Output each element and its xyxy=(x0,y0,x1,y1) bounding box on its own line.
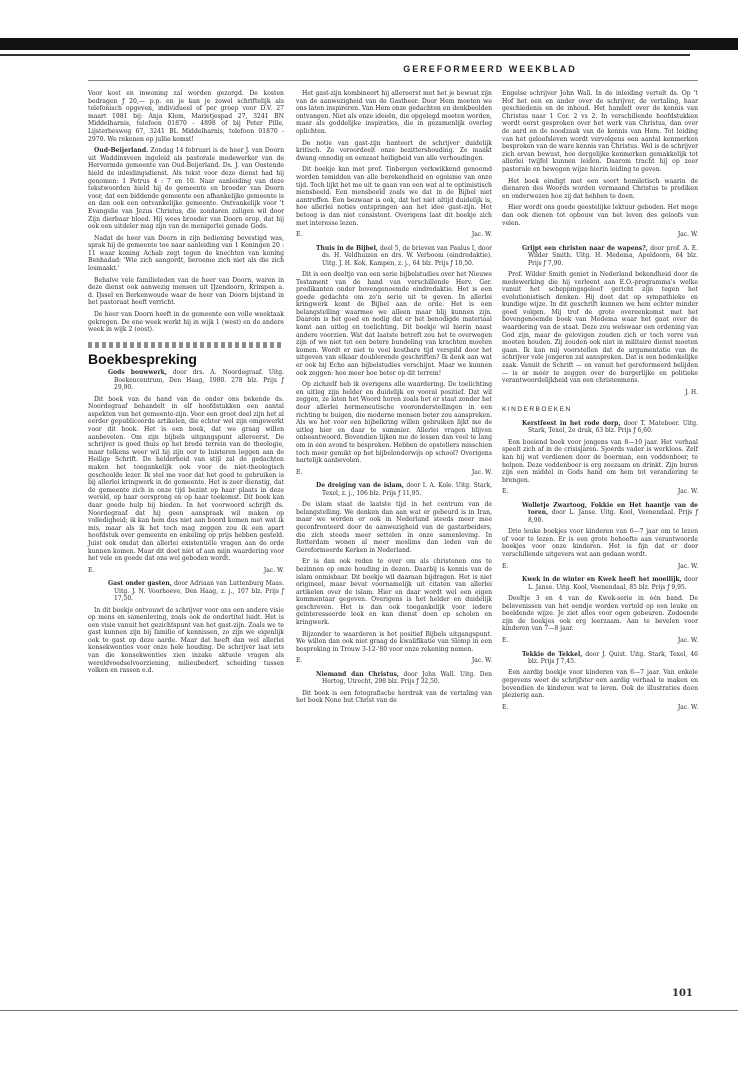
book-meta: door J. Quist. Uitg. Stark, Texel, 46 blz. Prijs ƒ 7,45. xyxy=(528,650,698,665)
column-2 xyxy=(296,90,492,709)
book-title: Gods bouwwerk, xyxy=(108,369,167,377)
author: Jac. W. xyxy=(677,703,698,711)
initial: E. xyxy=(296,468,303,476)
book-meta: door I. A. Kole. Uitg. Stark, Texel, z. j., 106 blz. Prijs ƒ 11,95. xyxy=(322,482,492,497)
signature xyxy=(502,704,698,712)
book-meta: door John Wall. Uitg. Den Hertog, Utrecht, 298 blz. Prijs ƒ 32,50. xyxy=(322,671,492,686)
book-title: Niemand dan Christus, xyxy=(316,671,399,679)
initial: E. xyxy=(296,657,303,665)
review-text: In dit boekje ontvouwt de schrijver voor ons een andere visie op mens en samenleving, zoals ook de ondertitel luidt. Het is een visie vanuit het gezichtspunt van het gast-zijn. Zoals we te gast kunnen zijn bij familie of kennissen, zo zijn we eigenlijk ook te gast op deze aarde. Maar dat heeft dan wel allerlei konsekwenties voor onze hele houding. De schrijver laat iets van die konsekwenties zien inzake aktuele vragen als wereldvoedselvoorziening, milieubederf, scheiding tussen volken en rassen e.d. xyxy=(88,606,284,675)
book-meta: door prof. A. E. Wilder Smith. Uitg. H. Medema, Apeldoorn, 64 blz. Prijs ƒ 7,90. xyxy=(528,244,699,267)
signature xyxy=(88,567,284,575)
review-text: Een aardig boekje voor kinderen van 6—7 jaar. Van enkele gegevens weet de schrijfster een aardig verhaal te maken en bovendien de kinderen wat te leren. Ook de illustraties doen plezierig aan. xyxy=(502,669,698,700)
paragraph: Bijzonder te waarderen is het positief Bijbels uitgangspunt. We willen dan ook niet graag de kwalifikatie van Slomp in een bespreking in Trouw 3-12-'80 voor onze rekening nemen. xyxy=(296,630,492,653)
initial: E. xyxy=(502,562,509,570)
initial: E. xyxy=(502,488,509,496)
section-title-kinderboeken: KINDERBOEKEN xyxy=(502,406,572,414)
initial: E. xyxy=(502,703,509,711)
review-text: Een boeiend boek voor jongens van 8—10 jaar. Het verhaal speelt zich af in de crisisjaren. Sjoerds vader is werkloos. Zelf kan hij wat verdienen door de boerman, een voddenboer, te helpen. Deze voddenboer is erg zeezaam en drinkt. Zijn buren zijn een middel in Gods hand om hem tot verandering te brengen. xyxy=(502,438,698,484)
book-title: Kwek in de winter en Kwek heeft het moeilijk, xyxy=(522,576,682,584)
review-text: Drie leuke boekjes voor kinderen van 6—7 jaar om te lezen of voor te lezen. Er is een grote behoefte aan verantwoorde boekjes voor onze kinderen. Het is fijn dat er door verschillende uitgevers wat aan gedaan wordt. xyxy=(502,528,698,558)
book-meta: door drs. A. Noordegraaf. Uitg. Boekencentrum, Den Haag, 1980. 278 blz. Prijs ƒ 29,90. xyxy=(114,369,284,392)
paragraph-text: Zondag 14 februari is de heer J. van Doorn uit Waddinxveen ingeleid als pastorale medewerker van de Hervormde gemeente van Oud-Beijerland. Ds. J. van Oostende hield de inleidingsdienst. Als tekst voor deze dienst had hij genomen: 1 Petrus 4 : 7 en 10. Naar aanleiding van deze tekstwoorden hield hij de gemeente en broeder van Doorn voor, dat een biddende gemeente een afhankelijke gemeente is en dan ook een ontvankelijke gemeente. Ontvankelijk voor 't Evangelie van Jezus Christus, die zondaren zaligen wil door Zijn dierbaar bloed. Hij wees broeder van Doorn erop, dat hij ook een uitdeler mag zijn van de menigerlei genade Gods. xyxy=(88,147,284,231)
book-title: Thuis in de Bijbel, xyxy=(316,244,378,252)
book-meta: door L. Janse. Uitg. Kool, Veenendaal, 85 blz. Prijs ƒ 9,95. xyxy=(528,576,698,591)
paragraph: Nadat de heer van Doorn in zijn bediening bevestigd was, sprak hij de gemeente toe naar aanleiding van 1 Koningen 20 : 11 waar koning Achab zegt tegen de knechten van koning Benhadad: 'Wie zich aangordt, beroeme zich niet als die zich losmaakt.' xyxy=(88,234,284,273)
column-3 xyxy=(502,90,698,716)
book-title: Grijpt een christen naar de wapens?, xyxy=(522,244,648,252)
author: Jac. W. xyxy=(677,488,698,496)
signature: Jac. W. xyxy=(677,231,698,239)
section-title: Boekbespreking xyxy=(88,350,197,367)
author: Jac. W. xyxy=(471,657,492,665)
signature xyxy=(502,637,698,645)
review-text: Dit boek is een fotografische herdruk van de vertaling van het boek None but Christ van de xyxy=(296,689,492,705)
book-heading xyxy=(88,580,284,602)
paragraph: Engelse schrijver John Wall. In de inleiding vertelt ds. Op 't Hof het een en ander over de schrijver, de vertaling, haar geschiedenis en de inhoud. Het handelt over de kennis van Christus naar 1 Cor. 2 vs 2. In verschillende hoofdstukken wordt eerst gesproken over het werk van Christus, dan over de aard en de noodzaak van de kennis van Hem. Tot leiding van het geloofsleven wordt vervolgens een aantal kenmerken besproken van de ware kennis van Christus. Wel is de schrijver zich ervan bewust, hoe dergelijke kenmerken gemakkelijk tot allerlei twijfel kunnen leiden. Daarom tracht hij op zeer pastorale en bewogen wijze hierin leiding te geven. xyxy=(502,90,698,173)
author: Jac. W. xyxy=(471,468,492,476)
book-heading xyxy=(88,369,284,391)
book-heading xyxy=(296,245,492,267)
book-title: Kerstfeest in het rode dorp, xyxy=(522,420,621,427)
paragraph: De heer van Doorn heeft in de gemeente een volle weektaak gekregen. De ene week werkt hij in wijk 1 (west) en de andere week in wijk 2 (oost). xyxy=(88,311,284,334)
book-heading xyxy=(502,576,698,591)
paragraph: Voor kost en inwoning zal worden gezorgd. De kosten bedragen ƒ 20,— p.p. en je kan je zowel schriftelijk als telefonisch opgeven, individueel of per groep voor D.V. 27 maart 1981 bij: Anja Klem, Marietjespad 27, 3241 BN Middelharnis, telefoon 01870 - 4898 of bij Peter Pille, Lijsterbesweg 67, 3241 BL Middelharnis, telefoon 01870 - 2970. We rekenen op jullie komst! xyxy=(88,90,284,143)
initial: E. xyxy=(88,566,95,574)
signature xyxy=(296,231,492,239)
section-divider xyxy=(88,342,284,348)
review-text: Deeltje 3 en 4 van de Kwek-serie in één band. De belevenissen van het eendje worden verteld op een leuke en beeldende wijze. Je ziet alles voor ogen gebeuren. Zodoende zijn de boekjes ook erg leerzaam. Aan te bevelen voor kinderen van 7—8 jaar. xyxy=(502,594,698,633)
book-heading xyxy=(502,651,698,666)
column-1 xyxy=(88,90,284,679)
book-meta: door T. Mateboer. Uitg. Stark, Texel, 2e druk, 63 blz. Prijs ƒ 6,60. xyxy=(528,420,698,435)
signature xyxy=(296,657,492,665)
paragraph: Behalve vele familieleden van de heer van Doorn, waren in deze dienst ook aanwezig mensen uit IJzendoorn, Krimpen a. d. IJssel en Berkenwoude waar de heer van Doorn bijstand in het pastoraat heeft verricht. xyxy=(88,276,284,307)
masthead-rule xyxy=(88,80,698,81)
signature xyxy=(502,563,698,571)
paragraph: Het gast-zijn kombineert hij allereerst met het je bewust zijn van de aanwezigheid van de Gastheer. Door Hem moeten we ons laten inspireren. Van Hem onze gedachten en denkbeelden ontvangen. Niet als onze ideeën, die opgelegd moeten worden, maar als goddelijke inspiraties, die in gezamenlijk overleg oplichten. xyxy=(296,90,492,135)
book-heading xyxy=(296,482,492,497)
paragraph: Hier wordt ons goede geestelijke lektuur geboden. Het moge dan ook dienen tot opbouw van het leven des geloofs van velen. xyxy=(502,204,698,227)
signature xyxy=(502,488,698,496)
book-meta: door Adriaan van Luttenburg Maas. Uitg. J. N. Voorhoeve, Den Haag, z. j., 107 blz. Prijs ƒ 17,50. xyxy=(114,580,284,603)
top-rule xyxy=(0,38,738,50)
review-text: Dit is een deeltje van een serie bijbelstudies over het Nieuwe Testament van de hand van verschillende Herv. Ger. predikanten onder bovengenoemde eindredaktie. Het is een goede gedachte om zo'n serie uit te geven. In allerlei kringwerk komt de Bijbel aan de orde. Het is een belangstelling waarmee we alleen maar blij kunnen zijn. Daarom is het goed en nodig dat er het benodigde materiaal komt aan uitleg en toelichting. Dit boekje wil hierin naast andere voorzien. Wat dat laatste betreft zou het te overwegen zijn of we niet tot een betere bundeling van krachten moeten komen. Wordt er niet te veel kostbare tijd verspild door het uitgeven van elkaar doublerende geschriften? Ik denk aan wat er ook bij Echo aan bijbelstudies verschijnt. Maar we kunnen ook zeggen: hoe meer hoe beter op dit terrein! xyxy=(296,270,492,377)
signature: J. H. xyxy=(685,388,698,396)
book-meta: deel 5, de brieven van Paulus I, door ds. H. Veldhuizen en drs. W. Verboom (eindredaktie). Uitg. J. H. Kok, Kampen, z. j., 64 blz. Prijs ƒ 10,50. xyxy=(322,244,493,267)
paragraph: Op zichzelf heb ik overigens alle waardering. De toelichting en uitleg zijn helder en duidelijk en vooral positief. Dat wil zeggen, ze laten het Woord horen zoals het er staat zonder het door allerlei hermeneutische vooronderstellingen in een richting te buigen, die moderne mensen beter zou aanspreken. Als we het voor een bijbelkring willen gebruiken lijkt me de uitleg hier en daar te summier. Allerlei vragen blijven onbeantwoord. Bovendien lijken me de lessen dan veel te lang om in één avond te bespreken. Hebben de opstellers misschien toch meer gemikt op het bijbelonderwijs op school? Overigens hartelijk aanbevolen. xyxy=(296,381,492,465)
author: Jac. W. xyxy=(471,231,492,239)
book-heading xyxy=(502,420,698,435)
initial: E. xyxy=(502,636,509,644)
paragraph: Het boek eindigt met een soort homiletisch waarin de dienaren des Woords worden vermaand Christus te prediken en onderwezen hoe zij dat hebben te doen. xyxy=(502,177,698,200)
author: Jac. W. xyxy=(677,636,698,644)
initial: E. xyxy=(296,231,303,239)
bottom-rule xyxy=(0,1010,738,1011)
book-title: Gast onder gasten, xyxy=(108,580,172,588)
paragraph-heading: Oud-Beijerland. xyxy=(94,147,149,155)
book-title: Wolletje Zwartoog, Fokkie en Het haantje van de toren, xyxy=(522,501,698,517)
page-number: 101 xyxy=(672,988,693,999)
review-text: Prof. Wilder Smith geniet in Nederland bekendheid door de medewerking die hij verleent aan E.O.-programma's welke vanuit het scheppingsgeloof gericht zijn tegen het evolutionistisch denken. Hij doet dat op sympathieke en kundige wijze. In dit geschrift kunnen we hem echter minder goed volgen. Mij trof de grote overeenkomst met het bovengenoemde boek van Medema waar het gaat over de waardering van de staat. Deze zou welswaar een ordening van God zijn, maar de gelovigen zouden zich er toch verre van moeten houden. Zij zouden ook niet in militaire dienst moeten gaan. Ik kan mij voorstellen dat de argumentatie van de schrijver vele jongeren zal aanspreken. Dat is een bedenkelijke zaak. Vanuit de Schrift — en vanuit het gereformeerd belijden — is er méér te zeggen over de burgerlijke en politieke verantwoordelijkheid van een christenmens. xyxy=(502,270,698,385)
review-text: Dit boek van de hand van de onder ons bekende ds. Noordegraaf behandelt in elf hoofdstukken een aantal aspekten van het gemeente-zijn. Voor een groot deel zijn het al eerder gepubliceerde artikelen, die echter wel zijn omgewerkt voor dit boek. Het is een boek, dat we graag willen aanbevelen. Om zijn bijbels uitgangspunt allereerst. De schrijver is goed thuis op het brede terrein van de theologie, maar telkens weer wil hij zijn oor te luisteren leggen aan de Heilige Schrift. De helderheid van stijl zal de gedachten maken het toegankelijk ook voor de niet-theologisch geschoolde lezer. Ik stel me voor dat het goed te gebruiken is bij allerlei kringwerk in de gemeente. Het is zeer dienstig, dat de gemeente zich in onze tijd bezint op haar plaats in deze wereld, op haar oorsprong en op haar toekomst. Dit boek kan daar goede hulp bij bieden. In het voorwoord schrijft ds. Noordegraaf dat hij geen aanspraak wil maken op volledigheid; ik kan hem dus niet aan boord komen met wat ik mis, maar als ik het toch mag zeggen zou ik een apart hoofdstuk over gemeente en enkeling op prijs hebben gesteld. Juist ook omdat dan allerlei existentiële vragen aan de orde kunnen komen. Maar dit doet niet af aan mijn waardering voor het vele en goede dat ons wel geboden wordt. xyxy=(88,395,284,563)
masthead: GEREFORMEERD WEEKBLAD xyxy=(403,64,577,74)
paragraph: De notie van gast-zijn hanteert de schrijver duidelijk kritisch. Ze veroordeelt onze bezittershouding. Ze maakt dwang onnodig en eenzaat heiligheid van alle verhoudingen. xyxy=(296,139,492,162)
paragraph: Er is dan ook reden te over om als christenen ons te bezinnen op onze houding in dezen. Daarbij is kennis van de islam onmisbaar. Dit boekje wil daaraan bijdragen. Het is niet origineel, maar bevat voornamelijk uit citaten van allerlei artikelen over de islam. Hier en daar wordt wel een eigen kommentaar gegeven. Overigens is het helder en duidelijk geschreven. Het is dan ook toegankelijk voor iedere geïnteresseerde leek en kan dienst doen op scholen en kringwerk. xyxy=(296,558,492,627)
book-meta: door L. Janse. Uitg. Kool, Veenendaal. Prijs ƒ 8,90. xyxy=(528,509,698,524)
book-title: De dreiging van de islam, xyxy=(316,482,404,490)
paragraph xyxy=(88,147,284,231)
top-rule-thin xyxy=(0,54,690,56)
author: Jac. W. xyxy=(677,562,698,570)
review-text: De islam staat de laatste tijd in het centrum van de belangstelling. We denken dan aan wat er gebeurd is in Iran, maar we worden er ook in Nederland steeds meer mee geconfronteerd door de aanwezigheid van de gastarbeiders, die zich steeds meer settelen in onze samenleving. In Rotterdam wonen al meer moslims dan leden van de Gereformeerde Kerken in Nederland. xyxy=(296,501,492,554)
book-heading xyxy=(502,502,698,524)
signature xyxy=(296,469,492,477)
book-title: Tekkie de Tekkel, xyxy=(522,650,583,658)
author: Jac. W. xyxy=(263,566,284,574)
book-heading xyxy=(502,245,698,267)
paragraph: Dit boekje kan met prof. Tinbergen verkwikkend genoemd worden temidden van alle berekendheid en egoïsme van onze tijd. Toch lijkt het me uit te gaan van een wat al te optimistisch mensbeeld. Een mensbeeld zoals we dat in de Bijbel niet aantreffen. Een bezwaar is ook, dat het niet altijd duidelijk is, hoe allerlei noties ontspringen aan het idee gast-zijn. Het betoog is dan niet consistent. Overigens laat dit boekje zich met interesse lezen. xyxy=(296,166,492,227)
book-heading xyxy=(296,671,492,686)
